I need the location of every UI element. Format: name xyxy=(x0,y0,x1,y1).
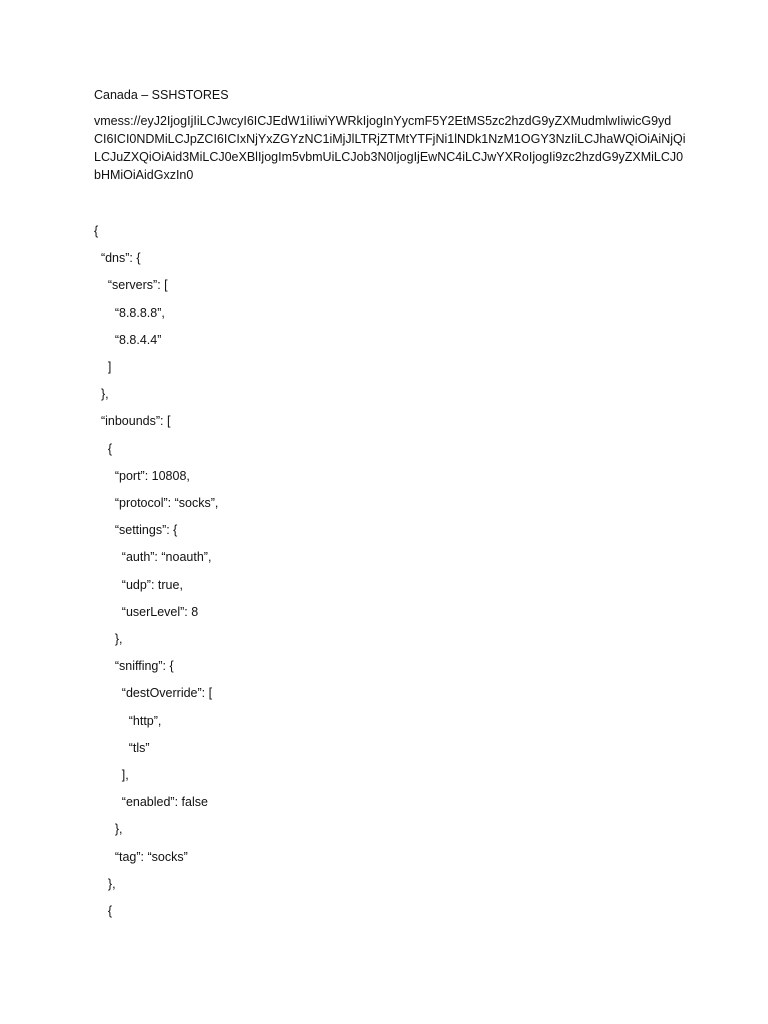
vmess-line: CI6ICI0NDMiLCJpZCI6ICIxNjYxZGYzNC1iMjJlLTRjZTMtYTFjNi1lNDk1NzM1OGY3NzIiLCJhaWQiOiAiNjQi xyxy=(94,132,686,146)
json-config-line: “enabled”: false xyxy=(94,795,208,810)
json-config-line: “port”: 10808, xyxy=(94,468,190,483)
json-config-line: { xyxy=(94,904,113,918)
json-config-line: “userLevel”: 8 xyxy=(94,604,199,619)
json-config-line: }, xyxy=(94,387,109,402)
vmess-line: vmess://eyJ2IjogIjIiLCJwcyI6ICJEdW1iIiwiYWRkIjogInYycmF5Y2EtMS5zc2hzdG9yZXMudmlwIiwicG9yd xyxy=(94,114,672,128)
document-heading: Canada – SSHSTORES xyxy=(94,88,229,102)
vmess-link xyxy=(94,112,694,184)
json-config-line: “destOverride”: [ xyxy=(94,686,213,701)
json-config-line: }, xyxy=(94,876,116,891)
json-config-line: “udp”: true, xyxy=(94,577,183,592)
json-config-line: { xyxy=(94,224,99,238)
json-config-line: “protocol”: “socks”, xyxy=(94,496,219,510)
json-config-line: “http”, xyxy=(94,713,162,728)
json-config-line: “dns”: { xyxy=(94,251,141,266)
json-config-line: { xyxy=(94,441,113,456)
json-config-line: “sniffing”: { xyxy=(94,659,174,674)
json-config-line: “tls” xyxy=(94,740,150,755)
json-config-line: “tag”: “socks” xyxy=(94,849,188,864)
json-config-line: “inbounds”: [ xyxy=(94,414,171,429)
json-config-line: ] xyxy=(94,360,112,374)
vmess-line: bHMiOiAidGxzIn0 xyxy=(94,168,194,182)
vmess-line: LCJuZXQiOiAid3MiLCJ0eXBlIjogIm5vbmUiLCJob3N0IjogIjEwNC4iLCJwYXRoIjogIi9zc2hzdG9yZXMiLCJ0 xyxy=(94,150,684,164)
json-config-line: }, xyxy=(94,632,123,646)
json-config-line: “settings”: { xyxy=(94,523,178,538)
json-config-line: ], xyxy=(94,768,129,782)
json-config-line: }, xyxy=(94,822,123,837)
json-config-line: “auth”: “noauth”, xyxy=(94,550,212,565)
json-config-line: “servers”: [ xyxy=(94,278,168,293)
json-config-line: “8.8.8.8”, xyxy=(94,305,165,320)
json-config-line: “8.8.4.4” xyxy=(94,332,162,347)
